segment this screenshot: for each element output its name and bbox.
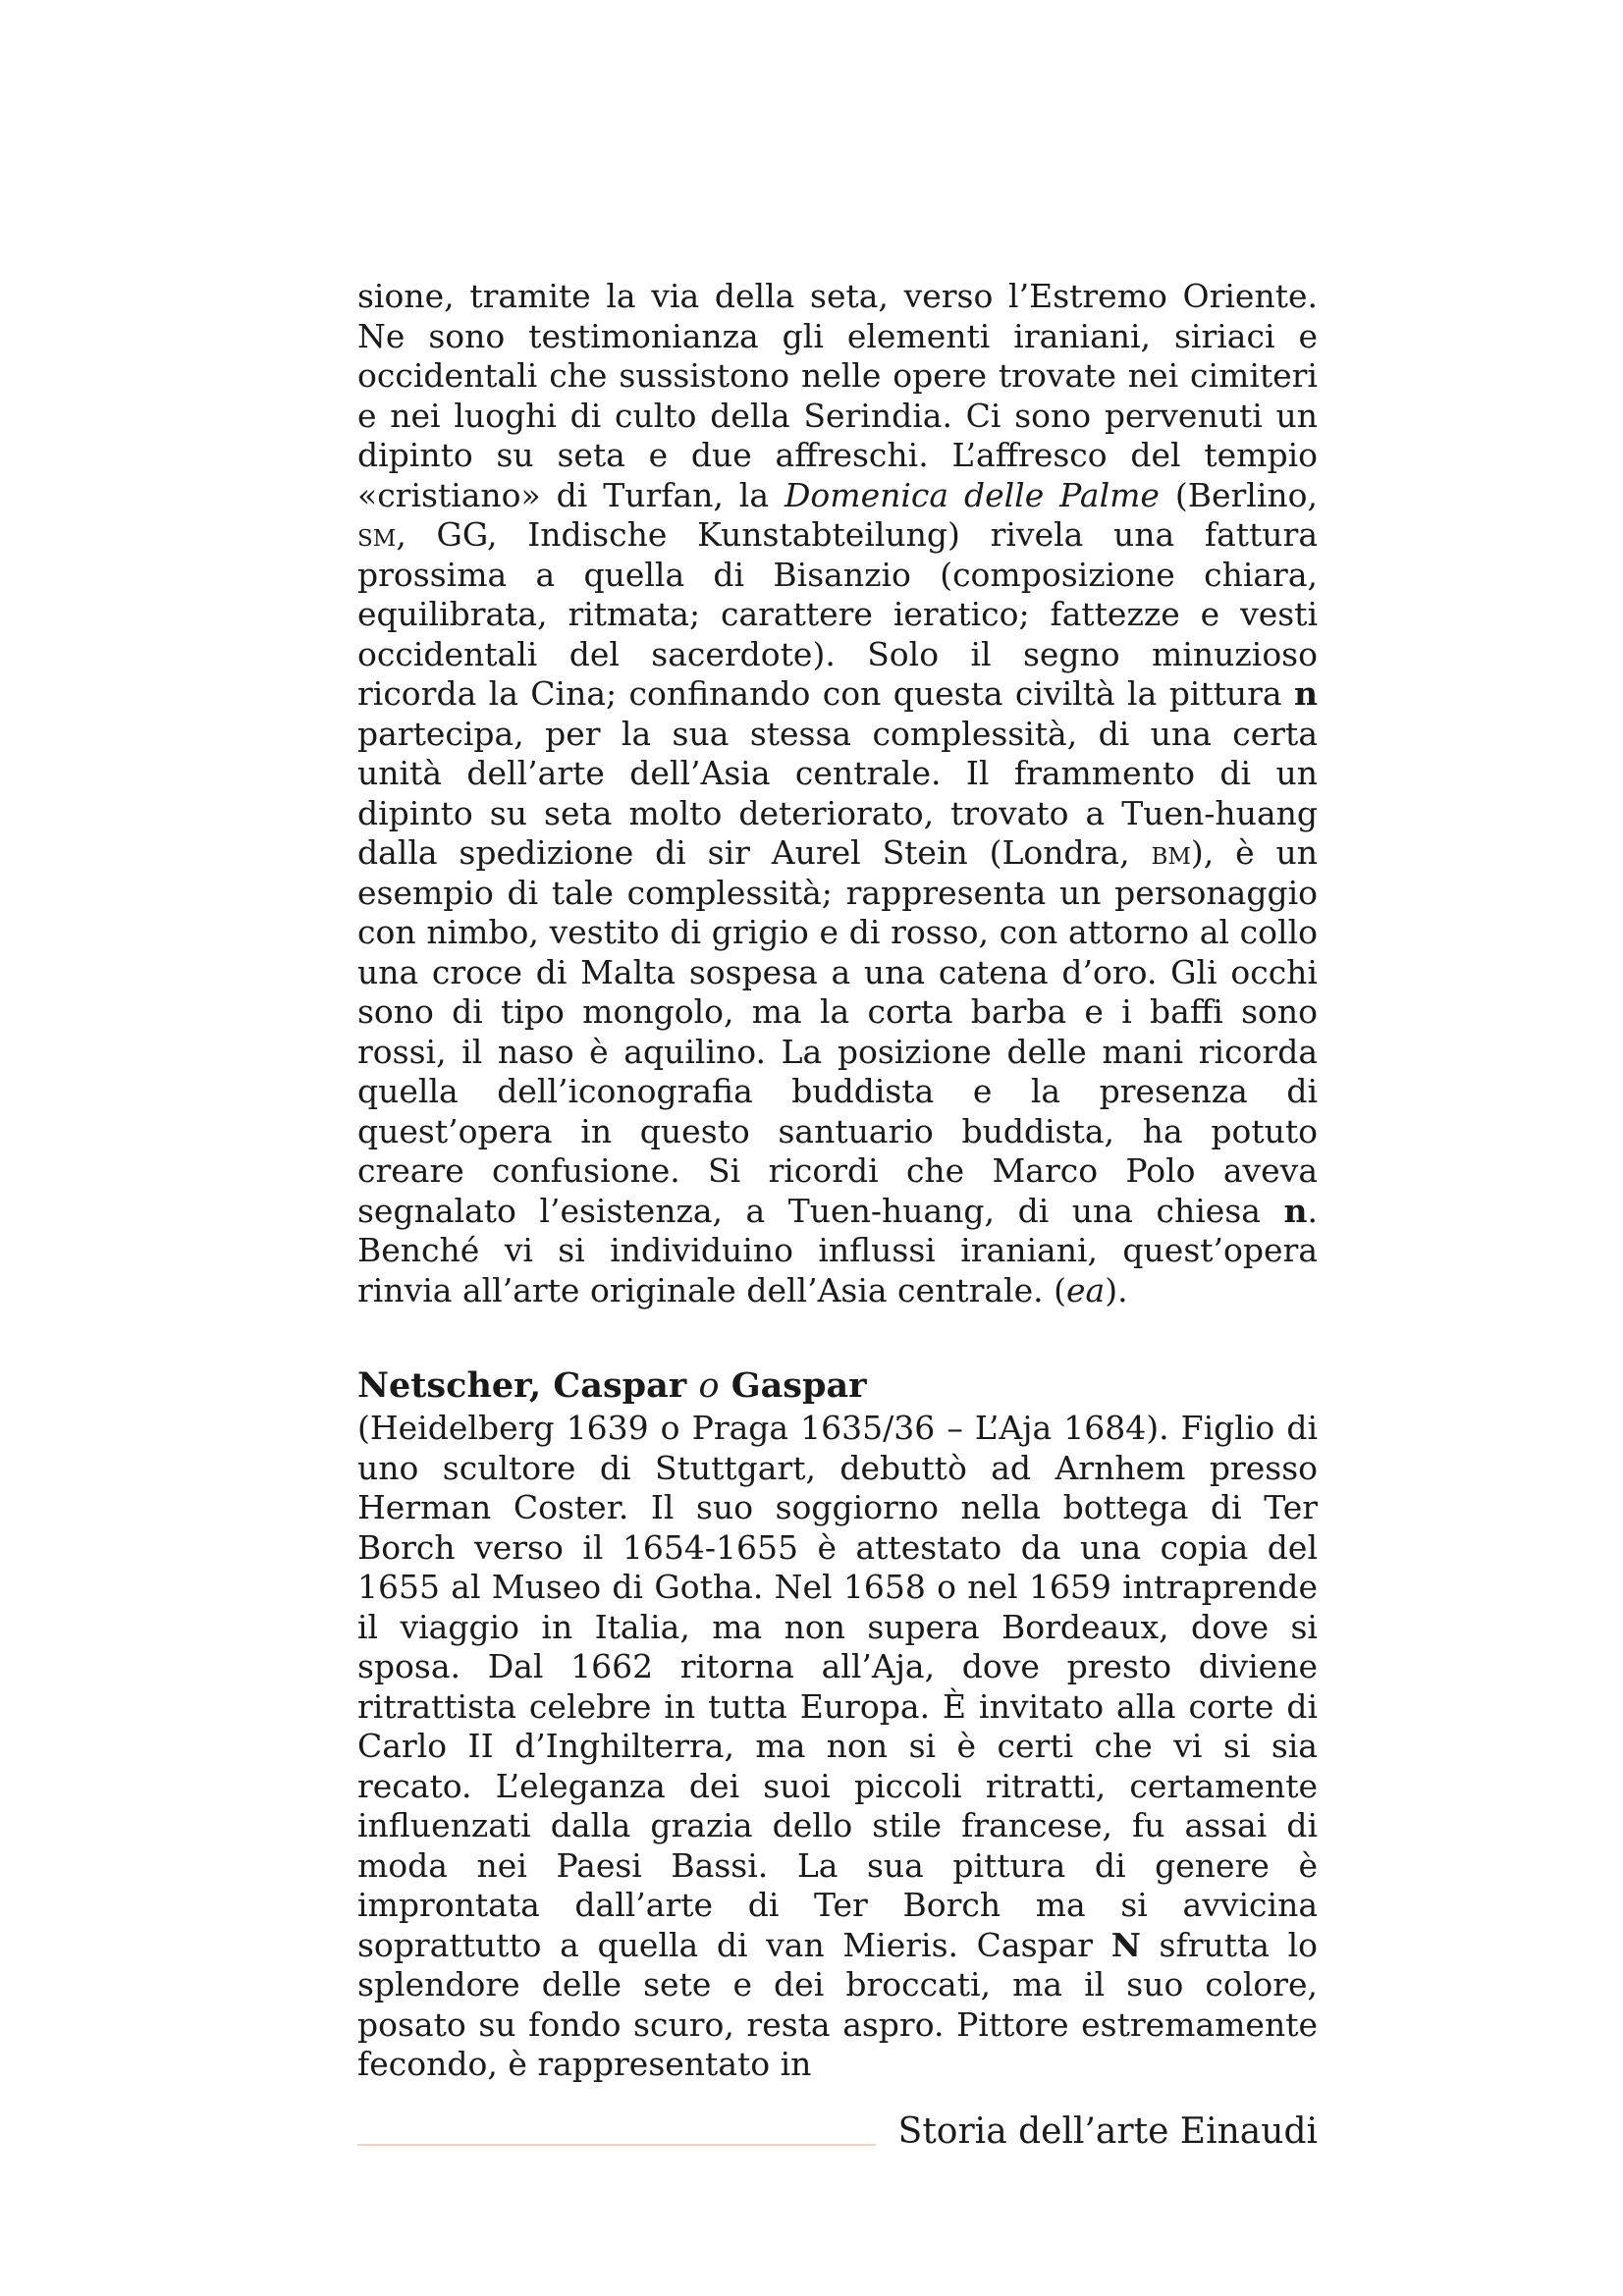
text-run: (Heidelberg 1639 o Praga 1635/36 – L’Aja 1684). Figlio di uno scultore di Stuttgart, debuttò ad Arnhem presso Herman Coster. Il suo soggiorno nella bottega di Ter Borch verso il 1654-1655 è attestato da una copia del 1655 al Museo di Gotha. Nel 1658 o nel 1659 intraprende il viaggio in Italia, ma non supera Bordeaux, dove si sposa. Dal 1662 ritorna all’Aja, dove presto diviene ritrattista celebre in tutta Europa. È invitato alla corte di Carlo II d’Inghilterra, ma non si è certi che vi si sia recato. L’eleganza dei suoi piccoli ritratti, certamente influenzati dalla grazia dello stile francese, fu assai di moda nei Paesi Bassi. La sua pittura di genere è improntata dall’arte di Ter Borch ma si avvicina soprattutto a quella di van Mieris. Caspar bbox=[357, 1409, 1318, 1964]
abbreviation-bm: bm bbox=[1151, 833, 1191, 872]
text-run: sione, tramite la via della seta, verso l’Estremo Oriente. Ne sono testimonianza gli elementi iraniani, siriaci e occidentali che sussistono nelle opere trovate nei cimiteri e nei luoghi di culto della Serindia. Ci sono pervenuti un dipinto su seta e due affreschi. L’affresco del tempio «cristiano» di Turfan, la bbox=[357, 277, 1318, 514]
entry-paragraph bbox=[357, 1409, 1318, 2085]
text-run: , GG, Indische Kunstabteilung) rivela una fattura prossima a quella di Bisanzio (composizione chiara, equilibrata, ritmata; carattere ieratico; fattezze e vesti occidentali del sacerdote). Solo il segno minuzioso ricorda la Cina; confinando con questa civiltà la pittura bbox=[357, 515, 1318, 713]
entry-abbrev-bold: n bbox=[1294, 674, 1318, 713]
text-run: ), è un esempio di tale complessità; rappresenta un personaggio con nimbo, vestito di grigio e di rosso, con attorno al collo una croce di Malta sospesa a una catena d’oro. Gli occhi sono di tipo mongolo, ma la corta barba e i baffi sono rossi, il naso è aquilino. La posizione delle mani ricorda quella dell’iconografia buddista e la presenza di quest’opera in questo santuario buddista, ha potuto creare confusione. Si ricordi che Marco Polo aveva segnalato l’esistenza, a Tuen-huang, di una chiesa bbox=[357, 833, 1318, 1230]
entry-conjunction: o bbox=[698, 1366, 720, 1406]
author-initials: ea bbox=[1065, 1270, 1106, 1309]
entry-alt-name: Gaspar bbox=[730, 1365, 867, 1406]
text-run: . Benché vi si individuino influssi iraniani, quest’opera rinvia all’arte originale dell’Asia centrale. ( bbox=[357, 1191, 1318, 1309]
entry-abbrev-bold: n bbox=[1283, 1191, 1308, 1230]
text-run: sfrutta lo splendore delle sete e dei broccati, ma il suo colore, posato su fondo scuro, resta aspro. Pittore estremamente fecondo, è rappresentato in bbox=[357, 1925, 1318, 2083]
footer-title: Storia dell’arte Einaudi bbox=[897, 2111, 1318, 2152]
entry-heading bbox=[357, 1365, 1318, 1407]
text-run: partecipa, per la sua stessa complessità, di una certa unità dell’arte dell’Asia centrale. Il frammento di un dipinto su seta molto deteriorato, trovato a Tuen-huang dalla spedizione di sir Aurel Stein (Londra, bbox=[357, 714, 1318, 872]
artwork-title: Domenica delle Palme bbox=[784, 475, 1160, 514]
entry-name: Netscher, Caspar bbox=[357, 1365, 687, 1406]
continued-entry-paragraph bbox=[357, 277, 1318, 1310]
abbreviation-sm: sm bbox=[357, 515, 397, 554]
page-footer bbox=[357, 2109, 1318, 2167]
page-body bbox=[357, 277, 1318, 2085]
text-run: (Berlino, bbox=[1159, 475, 1319, 514]
text-run: ). bbox=[1105, 1270, 1128, 1309]
footer-rule bbox=[357, 2144, 876, 2146]
entry-abbrev-bold: N bbox=[1110, 1925, 1141, 1964]
